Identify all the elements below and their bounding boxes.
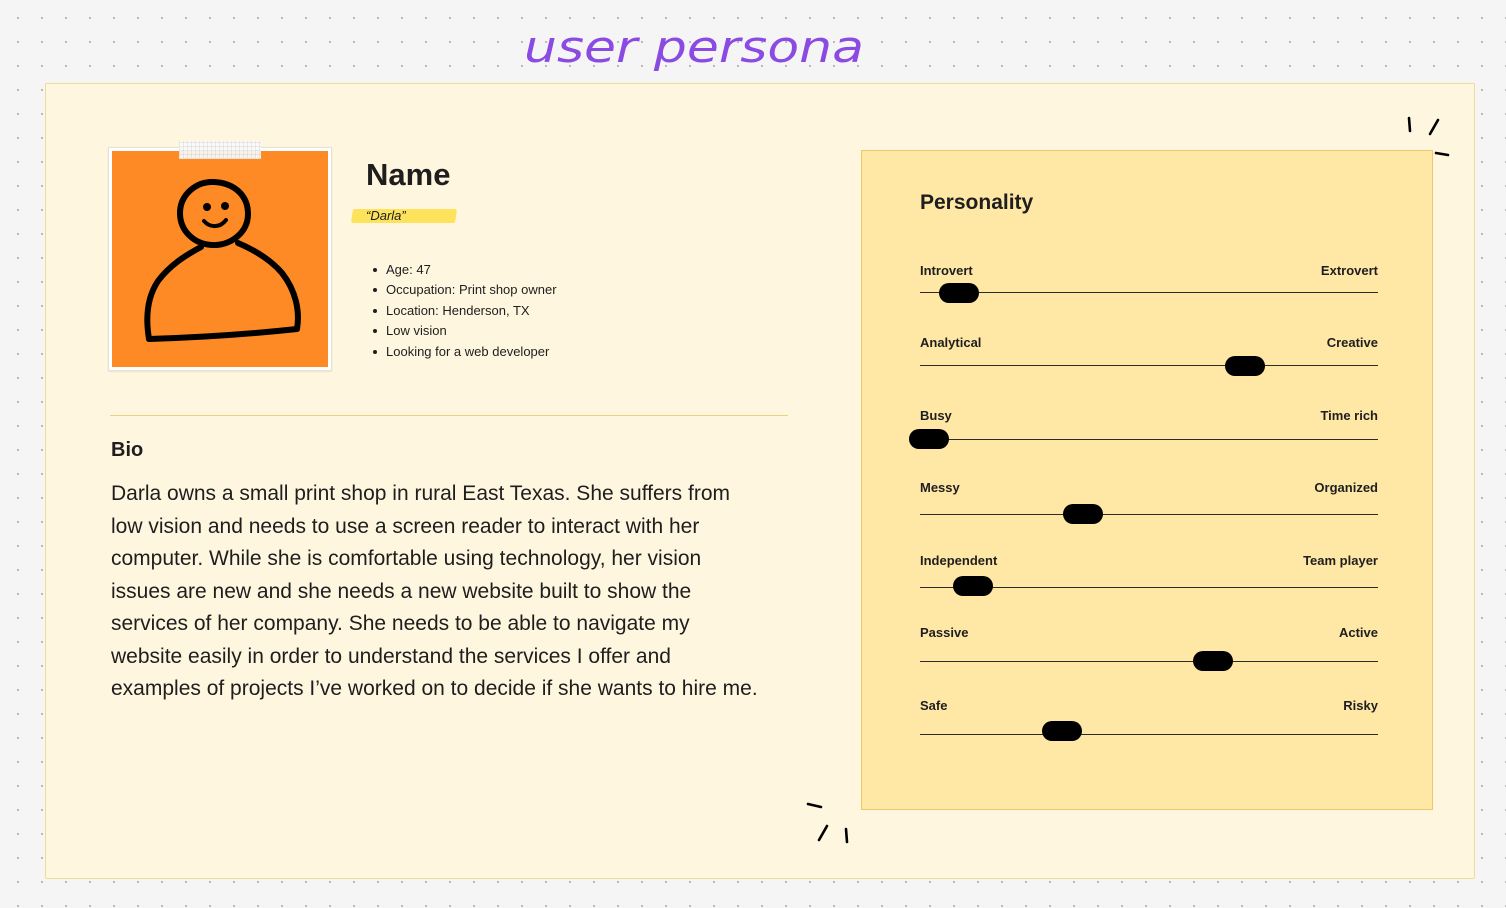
- trait-right-label: Extrovert: [1320, 263, 1378, 278]
- bio-heading: Bio: [111, 439, 144, 461]
- persona-nickname: “Darla”: [366, 208, 406, 223]
- slider-track: [920, 661, 1378, 662]
- trait-right-label: Risky: [1343, 698, 1378, 713]
- trait-slider-passive-active: [920, 625, 1378, 665]
- fact-vision: Low vision: [372, 321, 557, 341]
- slider-knob[interactable]: [1042, 721, 1082, 741]
- slider-track: [920, 365, 1378, 366]
- trait-left-label: Introvert: [920, 263, 973, 278]
- personality-heading: Personality: [920, 191, 1034, 214]
- slider-knob[interactable]: [1225, 356, 1265, 376]
- fact-goal: Looking for a web developer: [372, 342, 557, 362]
- trait-slider-busy-time-rich: [920, 408, 1378, 448]
- fact-location: Location: Henderson, TX: [372, 301, 557, 321]
- fact-age: Age: 47: [372, 260, 557, 280]
- trait-left-label: Independent: [920, 553, 998, 568]
- trait-slider-safe-risky: [920, 698, 1378, 738]
- avatar: [112, 151, 328, 367]
- section-divider: [110, 415, 788, 416]
- trait-slider-introvert-extrovert: [920, 263, 1378, 303]
- trait-right-label: Creative: [1326, 335, 1378, 350]
- slider-track: [920, 514, 1378, 515]
- persona-name-heading: Name: [366, 157, 451, 192]
- trait-left-label: Busy: [920, 408, 952, 423]
- smiley-person-icon: [112, 151, 328, 367]
- trait-right-label: Active: [1338, 625, 1378, 640]
- slider-knob[interactable]: [909, 429, 949, 449]
- slider-track: [920, 292, 1378, 293]
- trait-left-label: Analytical: [920, 335, 982, 350]
- slider-knob[interactable]: [1063, 504, 1103, 524]
- personality-panel: [861, 150, 1433, 810]
- fact-occupation: Occupation: Print shop owner: [372, 280, 557, 300]
- bio-text: Darla owns a small print shop in rural East Texas. She suffers from low vision and needs to use a screen reader to interact with her computer. While she is comfortable using technology, her vision issues are new and she needs a new website built to show the services of her company. She needs to be able to navigate my website easily in order to understand the services I offer and examples of projects I’ve worked on to decide if she wants to hire me.: [111, 482, 758, 700]
- slider-track: [920, 439, 1378, 440]
- trait-right-label: Team player: [1303, 553, 1378, 568]
- trait-right-label: Time rich: [1320, 408, 1378, 423]
- tape-strip: [179, 141, 261, 159]
- avatar-card: [108, 147, 332, 371]
- page-title-text: user persona: [524, 22, 864, 73]
- slider-knob[interactable]: [939, 283, 979, 303]
- slider-knob[interactable]: [1193, 651, 1233, 671]
- slider-knob[interactable]: [953, 576, 993, 596]
- trait-slider-analytical-creative: [920, 335, 1378, 375]
- trait-right-label: Organized: [1314, 480, 1378, 495]
- trait-slider-independent-team-player: [920, 553, 1378, 593]
- trait-left-label: Passive: [920, 625, 969, 640]
- page-title: [520, 8, 880, 84]
- trait-slider-messy-organized: [920, 480, 1378, 520]
- trait-left-label: Messy: [920, 480, 960, 495]
- persona-facts-list: [372, 260, 557, 362]
- trait-left-label: Safe: [920, 698, 948, 713]
- slider-track: [920, 734, 1378, 735]
